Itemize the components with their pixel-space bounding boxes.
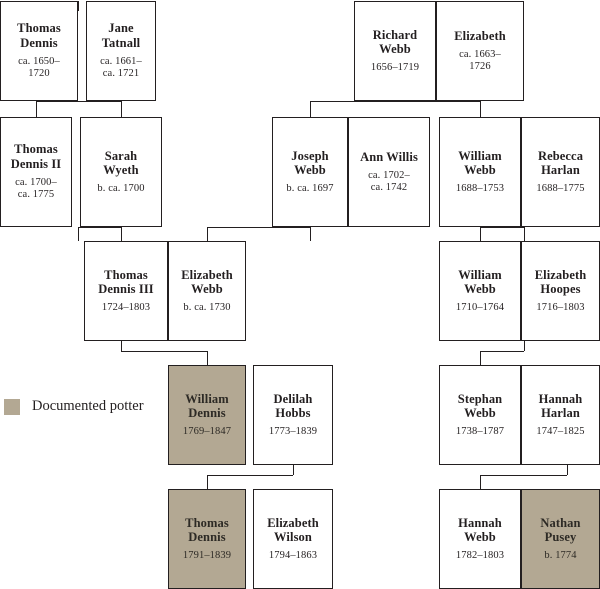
connector-marriage-dennis-tatnall [78,1,79,11]
connector-descent-webb-1 [310,101,480,102]
person-dates: ca. 1702– ca. 1742 [368,169,410,193]
person-node-joseph-webb[interactable] [272,117,348,227]
person-dates: ca. 1663– 1726 [459,48,501,72]
connector-drop-elizabeth-webb-2 [207,227,208,241]
person-dates: 1794–1863 [268,550,318,562]
person-dates: b. ca. 1700 [97,183,145,195]
connector-drop-thomas-dennis-iii [78,227,79,241]
person-dates: b. ca. 1730 [183,302,231,314]
person-node-william-webb-1688[interactable] [439,117,521,227]
legend-swatch-documented-potter [4,399,20,415]
person-name: William Dennis [185,391,229,421]
connector-riser-dennis-4 [293,465,294,475]
person-node-thomas-dennis-ii[interactable] [0,117,72,227]
connector-riser-webb-2 [310,227,311,241]
connector-riser-webb-4 [524,341,525,351]
person-dates: ca. 1650– 1720 [18,55,60,80]
connector-drop-william-webb-1688 [480,101,481,117]
person-node-sarah-wyeth[interactable] [80,117,162,227]
person-node-elizabeth-wilson[interactable] [253,489,333,589]
person-dates: 1656–1719 [370,62,420,74]
person-name: William Webb [458,267,502,297]
person-dates: 1724–1803 [101,302,151,314]
connector-descent-webb-2 [207,227,310,228]
connector-descent-dennis-4 [207,475,293,476]
connector-riser-dennis-3 [121,341,122,351]
person-dates: b. ca. 1697 [286,183,334,195]
person-node-elizabeth[interactable] [436,1,524,101]
person-node-william-dennis[interactable] [168,365,246,465]
person-dates: ca. 1700– ca. 1775 [15,176,57,201]
person-name: Joseph Webb [291,148,329,178]
person-name: Elizabeth Wilson [267,515,319,545]
person-node-thomas-dennis[interactable] [0,1,78,101]
person-node-elizabeth-hoopes[interactable] [521,241,600,341]
person-dates: 1769–1847 [182,426,232,438]
person-name: Thomas Dennis III [98,267,154,297]
person-node-rebecca-harlan[interactable] [521,117,600,227]
connector-descent-dennis-3 [121,351,207,352]
connector-drop-thomas-dennis-1791 [207,475,208,489]
person-node-jane-tatnall[interactable] [86,1,156,101]
person-node-hannah-webb[interactable] [439,489,521,589]
connector-drop-joseph-webb [310,101,311,117]
person-node-ann-willis[interactable] [348,117,430,227]
person-node-stephan-webb[interactable] [439,365,521,465]
connector-riser-dennis-2 [121,227,122,241]
person-node-delilah-hobbs[interactable] [253,365,333,465]
person-dates: 1773–1839 [268,426,318,438]
person-name: Elizabeth [454,28,506,43]
person-node-thomas-dennis-iii[interactable] [84,241,168,341]
person-name: Ann Willis [360,149,418,164]
connector-drop-thomas-dennis-ii [36,101,37,117]
person-name: Thomas Dennis [17,21,61,51]
person-dates: 1710–1764 [455,302,505,314]
person-name: Richard Webb [372,27,418,57]
person-node-nathan-pusey[interactable] [521,489,600,589]
person-name: Jane Tatnall [101,21,141,51]
person-dates: 1782–1803 [455,550,505,562]
person-name: Rebecca Harlan [537,148,584,178]
connector-riser-webb-5 [567,465,568,475]
person-name: Thomas Dennis II [10,142,62,172]
connector-drop-hannah-webb [480,475,481,489]
connector-descent-dennis-1 [36,101,121,102]
person-node-thomas-dennis-1791[interactable] [168,489,246,589]
legend-label-documented-potter: Documented potter [32,398,144,414]
connector-riser-webb-3 [524,227,525,241]
connector-descent-webb-5 [480,475,567,476]
person-node-richard-webb[interactable] [354,1,436,101]
person-name: Elizabeth Hoopes [534,267,587,297]
connector-descent-webb-4 [480,351,524,352]
person-name: Stephan Webb [457,391,503,421]
person-name: Sarah Wyeth [103,148,139,178]
connector-descent-dennis-2 [78,227,121,228]
legend [4,398,144,415]
connector-drop-william-dennis [207,351,208,365]
person-dates: 1688–1775 [536,183,585,195]
person-dates: 1716–1803 [536,302,585,314]
person-name: Elizabeth Webb [181,267,233,297]
connector-drop-william-webb-1710 [480,227,481,241]
person-dates: ca. 1661– ca. 1721 [100,55,142,80]
person-name: William Webb [458,148,502,178]
person-dates: b. 1774 [544,550,577,562]
connector-drop-sarah-wyeth [121,101,122,117]
person-dates: 1688–1753 [455,183,505,195]
person-name: Hannah Webb [458,515,502,545]
person-node-william-webb-1710[interactable] [439,241,521,341]
connector-drop-stephan-webb [480,351,481,365]
connector-descent-webb-3 [480,227,524,228]
person-dates: 1791–1839 [182,550,232,562]
person-name: Hannah Harlan [538,391,583,421]
person-node-elizabeth-webb-2[interactable] [168,241,246,341]
person-name: Delilah Hobbs [273,391,313,421]
person-name: Thomas Dennis [185,515,229,545]
person-name: Nathan Pusey [540,515,581,545]
person-dates: 1738–1787 [455,426,505,438]
person-node-hannah-harlan[interactable] [521,365,600,465]
person-dates: 1747–1825 [536,426,585,438]
